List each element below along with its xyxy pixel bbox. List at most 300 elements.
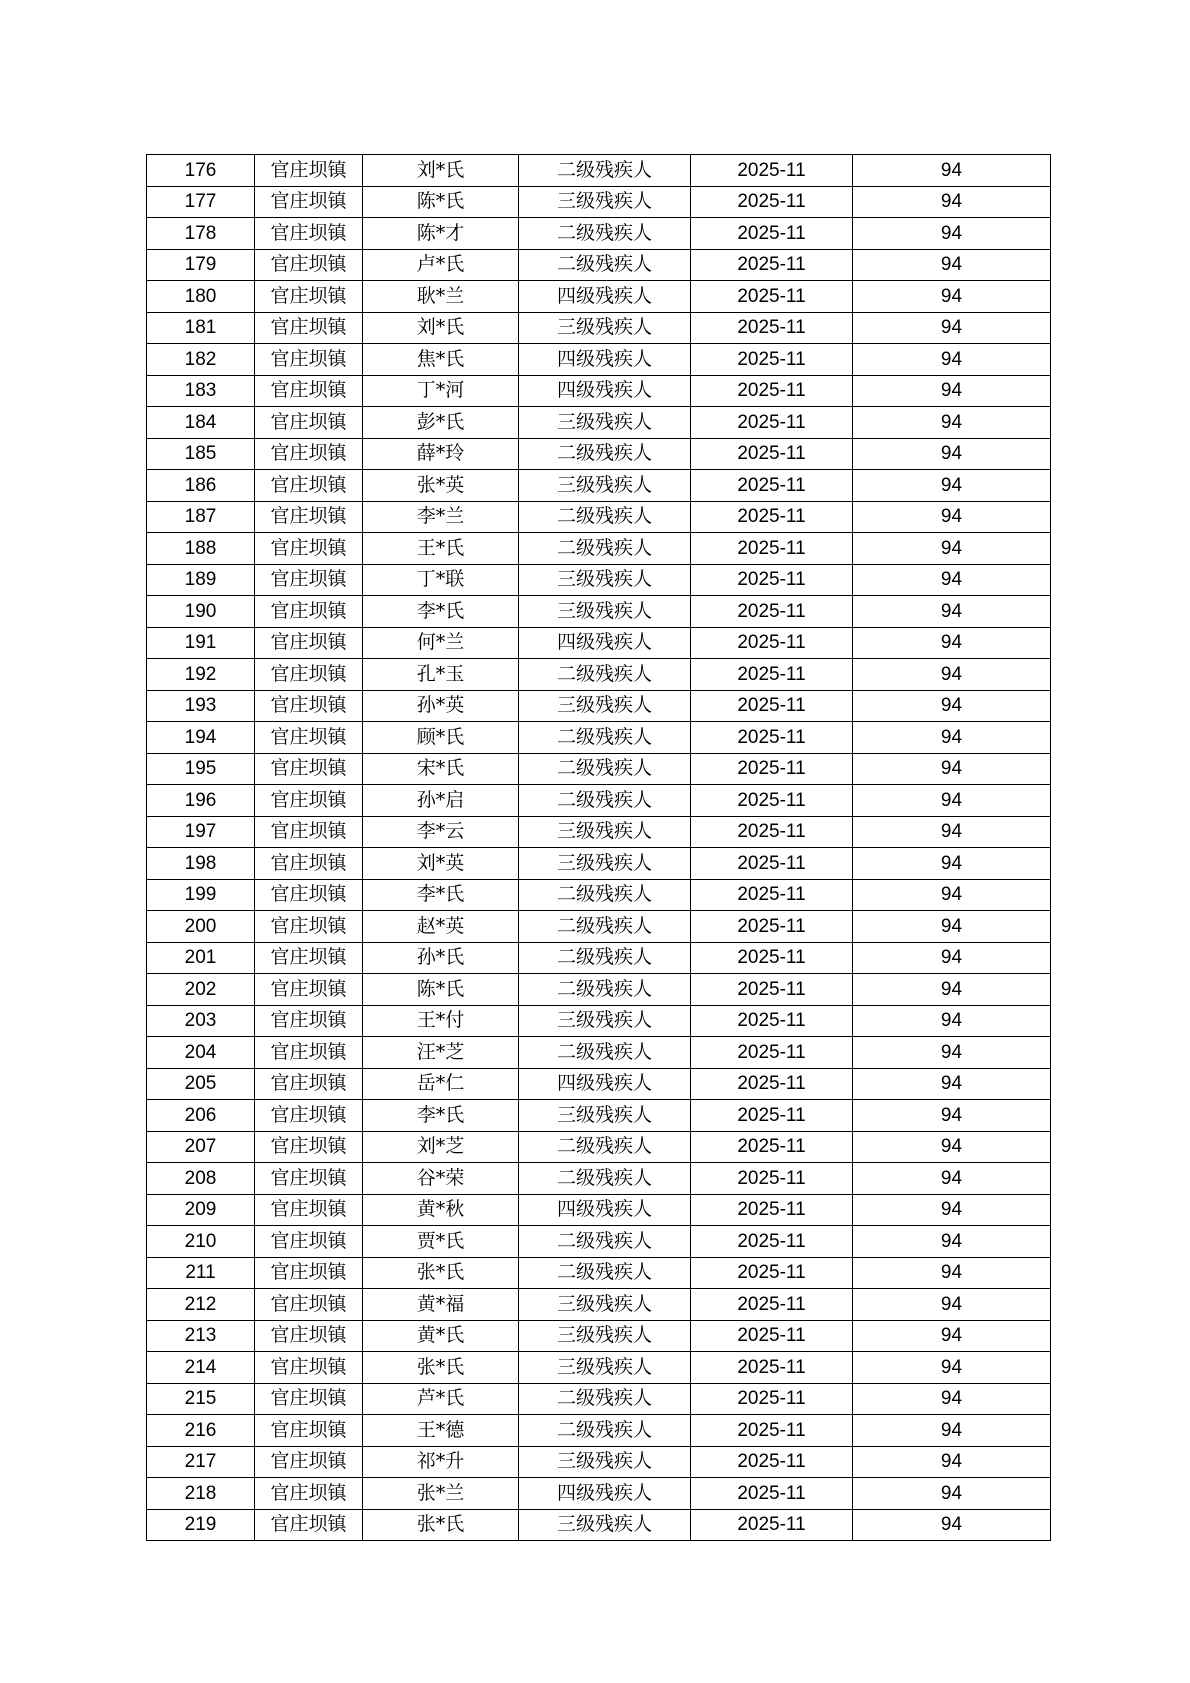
table-row (147, 659, 1051, 691)
name-cell: 张*兰 (363, 1478, 519, 1510)
index-cell: 202 (147, 974, 255, 1006)
town-cell: 官庄坝镇 (255, 1446, 363, 1478)
amount-cell: 94 (853, 1226, 1051, 1258)
amount-cell: 94 (853, 281, 1051, 313)
index-cell: 215 (147, 1383, 255, 1415)
index-cell: 189 (147, 564, 255, 596)
disability-level-cell: 二级残疾人 (519, 533, 691, 565)
month-cell: 2025-11 (691, 155, 853, 187)
disability-level-cell: 四级残疾人 (519, 1068, 691, 1100)
table-row (147, 1068, 1051, 1100)
index-cell: 209 (147, 1194, 255, 1226)
name-cell: 张*氏 (363, 1352, 519, 1384)
name-cell: 耿*兰 (363, 281, 519, 313)
amount-cell: 94 (853, 1257, 1051, 1289)
disability-level-cell: 二级残疾人 (519, 501, 691, 533)
name-cell: 王*德 (363, 1415, 519, 1447)
amount-cell: 94 (853, 1100, 1051, 1132)
month-cell: 2025-11 (691, 470, 853, 502)
disability-level-cell: 三级残疾人 (519, 186, 691, 218)
table-row (147, 1509, 1051, 1541)
month-cell: 2025-11 (691, 312, 853, 344)
month-cell: 2025-11 (691, 1289, 853, 1321)
amount-cell: 94 (853, 816, 1051, 848)
amount-cell: 94 (853, 974, 1051, 1006)
amount-cell: 94 (853, 1320, 1051, 1352)
disability-level-cell: 二级残疾人 (519, 1131, 691, 1163)
town-cell: 官庄坝镇 (255, 1257, 363, 1289)
name-cell: 芦*氏 (363, 1383, 519, 1415)
amount-cell: 94 (853, 344, 1051, 376)
name-cell: 张*英 (363, 470, 519, 502)
amount-cell: 94 (853, 1131, 1051, 1163)
index-cell: 182 (147, 344, 255, 376)
disability-level-cell: 三级残疾人 (519, 470, 691, 502)
index-cell: 185 (147, 438, 255, 470)
name-cell: 张*氏 (363, 1509, 519, 1541)
amount-cell: 94 (853, 438, 1051, 470)
index-cell: 190 (147, 596, 255, 628)
table-row (147, 312, 1051, 344)
amount-cell: 94 (853, 249, 1051, 281)
disability-level-cell: 三级残疾人 (519, 312, 691, 344)
index-cell: 219 (147, 1509, 255, 1541)
name-cell: 丁*河 (363, 375, 519, 407)
index-cell: 196 (147, 785, 255, 817)
amount-cell: 94 (853, 659, 1051, 691)
table-row (147, 1037, 1051, 1069)
town-cell: 官庄坝镇 (255, 281, 363, 313)
amount-cell: 94 (853, 1415, 1051, 1447)
town-cell: 官庄坝镇 (255, 879, 363, 911)
table-row (147, 375, 1051, 407)
month-cell: 2025-11 (691, 1068, 853, 1100)
town-cell: 官庄坝镇 (255, 1037, 363, 1069)
town-cell: 官庄坝镇 (255, 596, 363, 628)
name-cell: 焦*氏 (363, 344, 519, 376)
disability-level-cell: 二级残疾人 (519, 911, 691, 943)
index-cell: 191 (147, 627, 255, 659)
town-cell: 官庄坝镇 (255, 911, 363, 943)
month-cell: 2025-11 (691, 407, 853, 439)
index-cell: 192 (147, 659, 255, 691)
town-cell: 官庄坝镇 (255, 1509, 363, 1541)
name-cell: 黄*秋 (363, 1194, 519, 1226)
disability-level-cell: 三级残疾人 (519, 596, 691, 628)
amount-cell: 94 (853, 1005, 1051, 1037)
table-row (147, 501, 1051, 533)
town-cell: 官庄坝镇 (255, 974, 363, 1006)
name-cell: 王*付 (363, 1005, 519, 1037)
table-row (147, 249, 1051, 281)
town-cell: 官庄坝镇 (255, 1352, 363, 1384)
name-cell: 孙*英 (363, 690, 519, 722)
index-cell: 198 (147, 848, 255, 880)
town-cell: 官庄坝镇 (255, 1415, 363, 1447)
month-cell: 2025-11 (691, 1100, 853, 1132)
disability-level-cell: 二级残疾人 (519, 753, 691, 785)
table-row (147, 911, 1051, 943)
table-row (147, 281, 1051, 313)
disability-level-cell: 三级残疾人 (519, 1100, 691, 1132)
index-cell: 183 (147, 375, 255, 407)
amount-cell: 94 (853, 753, 1051, 785)
month-cell: 2025-11 (691, 974, 853, 1006)
table-row (147, 848, 1051, 880)
name-cell: 薛*玲 (363, 438, 519, 470)
town-cell: 官庄坝镇 (255, 438, 363, 470)
month-cell: 2025-11 (691, 218, 853, 250)
amount-cell: 94 (853, 1446, 1051, 1478)
town-cell: 官庄坝镇 (255, 1100, 363, 1132)
name-cell: 李*氏 (363, 1100, 519, 1132)
amount-cell: 94 (853, 1068, 1051, 1100)
disability-level-cell: 二级残疾人 (519, 438, 691, 470)
town-cell: 官庄坝镇 (255, 848, 363, 880)
table-row (147, 155, 1051, 187)
amount-cell: 94 (853, 375, 1051, 407)
name-cell: 刘*英 (363, 848, 519, 880)
disability-level-cell: 二级残疾人 (519, 785, 691, 817)
month-cell: 2025-11 (691, 1320, 853, 1352)
table-row (147, 753, 1051, 785)
month-cell: 2025-11 (691, 281, 853, 313)
index-cell: 177 (147, 186, 255, 218)
table-row (147, 344, 1051, 376)
town-cell: 官庄坝镇 (255, 785, 363, 817)
disability-level-cell: 三级残疾人 (519, 407, 691, 439)
table-body (147, 155, 1051, 1541)
disability-level-cell: 四级残疾人 (519, 375, 691, 407)
table-row (147, 627, 1051, 659)
disability-level-cell: 三级残疾人 (519, 1446, 691, 1478)
disability-level-cell: 三级残疾人 (519, 816, 691, 848)
amount-cell: 94 (853, 407, 1051, 439)
name-cell: 孙*启 (363, 785, 519, 817)
month-cell: 2025-11 (691, 249, 853, 281)
disability-level-cell: 三级残疾人 (519, 1509, 691, 1541)
amount-cell: 94 (853, 218, 1051, 250)
amount-cell: 94 (853, 911, 1051, 943)
table-row (147, 974, 1051, 1006)
month-cell: 2025-11 (691, 848, 853, 880)
name-cell: 祁*升 (363, 1446, 519, 1478)
table-row (147, 1446, 1051, 1478)
table-row (147, 1100, 1051, 1132)
table-row (147, 690, 1051, 722)
index-cell: 213 (147, 1320, 255, 1352)
name-cell: 卢*氏 (363, 249, 519, 281)
month-cell: 2025-11 (691, 501, 853, 533)
month-cell: 2025-11 (691, 627, 853, 659)
name-cell: 刘*芝 (363, 1131, 519, 1163)
index-cell: 186 (147, 470, 255, 502)
disability-level-cell: 二级残疾人 (519, 1163, 691, 1195)
town-cell: 官庄坝镇 (255, 155, 363, 187)
town-cell: 官庄坝镇 (255, 564, 363, 596)
disability-level-cell: 二级残疾人 (519, 249, 691, 281)
amount-cell: 94 (853, 879, 1051, 911)
disability-level-cell: 四级残疾人 (519, 1194, 691, 1226)
index-cell: 214 (147, 1352, 255, 1384)
amount-cell: 94 (853, 533, 1051, 565)
town-cell: 官庄坝镇 (255, 1131, 363, 1163)
town-cell: 官庄坝镇 (255, 627, 363, 659)
town-cell: 官庄坝镇 (255, 1478, 363, 1510)
name-cell: 彭*氏 (363, 407, 519, 439)
town-cell: 官庄坝镇 (255, 533, 363, 565)
disability-level-cell: 二级残疾人 (519, 879, 691, 911)
name-cell: 孙*氏 (363, 942, 519, 974)
town-cell: 官庄坝镇 (255, 753, 363, 785)
month-cell: 2025-11 (691, 659, 853, 691)
name-cell: 李*氏 (363, 596, 519, 628)
month-cell: 2025-11 (691, 690, 853, 722)
index-cell: 176 (147, 155, 255, 187)
town-cell: 官庄坝镇 (255, 501, 363, 533)
table-row (147, 1478, 1051, 1510)
month-cell: 2025-11 (691, 1163, 853, 1195)
month-cell: 2025-11 (691, 879, 853, 911)
index-cell: 187 (147, 501, 255, 533)
town-cell: 官庄坝镇 (255, 816, 363, 848)
month-cell: 2025-11 (691, 1257, 853, 1289)
amount-cell: 94 (853, 312, 1051, 344)
name-cell: 孔*玉 (363, 659, 519, 691)
name-cell: 赵*英 (363, 911, 519, 943)
amount-cell: 94 (853, 942, 1051, 974)
disability-level-cell: 三级残疾人 (519, 690, 691, 722)
index-cell: 207 (147, 1131, 255, 1163)
index-cell: 203 (147, 1005, 255, 1037)
index-cell: 181 (147, 312, 255, 344)
month-cell: 2025-11 (691, 911, 853, 943)
month-cell: 2025-11 (691, 722, 853, 754)
month-cell: 2025-11 (691, 596, 853, 628)
disability-level-cell: 二级残疾人 (519, 722, 691, 754)
table-row (147, 879, 1051, 911)
name-cell: 黄*福 (363, 1289, 519, 1321)
index-cell: 188 (147, 533, 255, 565)
name-cell: 李*兰 (363, 501, 519, 533)
disability-level-cell: 三级残疾人 (519, 564, 691, 596)
table-row (147, 1289, 1051, 1321)
name-cell: 王*氏 (363, 533, 519, 565)
town-cell: 官庄坝镇 (255, 1005, 363, 1037)
table-row (147, 1194, 1051, 1226)
table-row (147, 470, 1051, 502)
disability-level-cell: 二级残疾人 (519, 1257, 691, 1289)
amount-cell: 94 (853, 470, 1051, 502)
name-cell: 陈*才 (363, 218, 519, 250)
amount-cell: 94 (853, 501, 1051, 533)
name-cell: 宋*氏 (363, 753, 519, 785)
town-cell: 官庄坝镇 (255, 1320, 363, 1352)
table-row (147, 942, 1051, 974)
month-cell: 2025-11 (691, 564, 853, 596)
index-cell: 193 (147, 690, 255, 722)
month-cell: 2025-11 (691, 1131, 853, 1163)
amount-cell: 94 (853, 564, 1051, 596)
name-cell: 李*氏 (363, 879, 519, 911)
index-cell: 216 (147, 1415, 255, 1447)
disability-level-cell: 三级残疾人 (519, 1289, 691, 1321)
index-cell: 201 (147, 942, 255, 974)
month-cell: 2025-11 (691, 942, 853, 974)
month-cell: 2025-11 (691, 438, 853, 470)
index-cell: 179 (147, 249, 255, 281)
disability-level-cell: 二级残疾人 (519, 1037, 691, 1069)
name-cell: 刘*氏 (363, 312, 519, 344)
disability-level-cell: 三级残疾人 (519, 1352, 691, 1384)
name-cell: 丁*联 (363, 564, 519, 596)
month-cell: 2025-11 (691, 1005, 853, 1037)
town-cell: 官庄坝镇 (255, 942, 363, 974)
town-cell: 官庄坝镇 (255, 407, 363, 439)
amount-cell: 94 (853, 848, 1051, 880)
table-row (147, 186, 1051, 218)
index-cell: 194 (147, 722, 255, 754)
table-row (147, 1257, 1051, 1289)
name-cell: 李*云 (363, 816, 519, 848)
table-row (147, 218, 1051, 250)
town-cell: 官庄坝镇 (255, 344, 363, 376)
month-cell: 2025-11 (691, 186, 853, 218)
month-cell: 2025-11 (691, 1478, 853, 1510)
disability-level-cell: 四级残疾人 (519, 1478, 691, 1510)
disability-level-cell: 二级残疾人 (519, 155, 691, 187)
name-cell: 陈*氏 (363, 186, 519, 218)
disability-level-cell: 二级残疾人 (519, 974, 691, 1006)
amount-cell: 94 (853, 785, 1051, 817)
town-cell: 官庄坝镇 (255, 218, 363, 250)
month-cell: 2025-11 (691, 816, 853, 848)
table-row (147, 1226, 1051, 1258)
index-cell: 180 (147, 281, 255, 313)
amount-cell: 94 (853, 1289, 1051, 1321)
table-row (147, 1320, 1051, 1352)
amount-cell: 94 (853, 722, 1051, 754)
amount-cell: 94 (853, 1037, 1051, 1069)
amount-cell: 94 (853, 1163, 1051, 1195)
amount-cell: 94 (853, 1383, 1051, 1415)
disability-level-cell: 三级残疾人 (519, 1005, 691, 1037)
table-row (147, 596, 1051, 628)
table-row (147, 407, 1051, 439)
name-cell: 贾*氏 (363, 1226, 519, 1258)
town-cell: 官庄坝镇 (255, 1289, 363, 1321)
town-cell: 官庄坝镇 (255, 1068, 363, 1100)
month-cell: 2025-11 (691, 753, 853, 785)
town-cell: 官庄坝镇 (255, 1163, 363, 1195)
town-cell: 官庄坝镇 (255, 375, 363, 407)
town-cell: 官庄坝镇 (255, 690, 363, 722)
name-cell: 何*兰 (363, 627, 519, 659)
disability-level-cell: 二级残疾人 (519, 659, 691, 691)
town-cell: 官庄坝镇 (255, 1194, 363, 1226)
disability-level-cell: 三级残疾人 (519, 1320, 691, 1352)
amount-cell: 94 (853, 690, 1051, 722)
amount-cell: 94 (853, 155, 1051, 187)
month-cell: 2025-11 (691, 1383, 853, 1415)
disability-level-cell: 二级残疾人 (519, 1415, 691, 1447)
month-cell: 2025-11 (691, 375, 853, 407)
month-cell: 2025-11 (691, 1415, 853, 1447)
disability-level-cell: 二级残疾人 (519, 1383, 691, 1415)
index-cell: 218 (147, 1478, 255, 1510)
amount-cell: 94 (853, 1352, 1051, 1384)
month-cell: 2025-11 (691, 344, 853, 376)
table-row (147, 564, 1051, 596)
town-cell: 官庄坝镇 (255, 249, 363, 281)
index-cell: 200 (147, 911, 255, 943)
town-cell: 官庄坝镇 (255, 312, 363, 344)
amount-cell: 94 (853, 186, 1051, 218)
month-cell: 2025-11 (691, 1194, 853, 1226)
index-cell: 205 (147, 1068, 255, 1100)
index-cell: 217 (147, 1446, 255, 1478)
disability-level-cell: 二级残疾人 (519, 1226, 691, 1258)
table-row (147, 816, 1051, 848)
index-cell: 178 (147, 218, 255, 250)
amount-cell: 94 (853, 627, 1051, 659)
index-cell: 204 (147, 1037, 255, 1069)
table-row (147, 1005, 1051, 1037)
month-cell: 2025-11 (691, 1226, 853, 1258)
index-cell: 210 (147, 1226, 255, 1258)
name-cell: 张*氏 (363, 1257, 519, 1289)
month-cell: 2025-11 (691, 1509, 853, 1541)
disability-level-cell: 二级残疾人 (519, 218, 691, 250)
amount-cell: 94 (853, 1194, 1051, 1226)
town-cell: 官庄坝镇 (255, 470, 363, 502)
month-cell: 2025-11 (691, 1352, 853, 1384)
name-cell: 黄*氏 (363, 1320, 519, 1352)
town-cell: 官庄坝镇 (255, 722, 363, 754)
amount-cell: 94 (853, 1478, 1051, 1510)
index-cell: 195 (147, 753, 255, 785)
index-cell: 184 (147, 407, 255, 439)
town-cell: 官庄坝镇 (255, 1383, 363, 1415)
name-cell: 谷*荣 (363, 1163, 519, 1195)
table-row (147, 533, 1051, 565)
index-cell: 206 (147, 1100, 255, 1132)
month-cell: 2025-11 (691, 1037, 853, 1069)
table-row (147, 1352, 1051, 1384)
name-cell: 刘*氏 (363, 155, 519, 187)
name-cell: 汪*芝 (363, 1037, 519, 1069)
index-cell: 211 (147, 1257, 255, 1289)
index-cell: 212 (147, 1289, 255, 1321)
amount-cell: 94 (853, 596, 1051, 628)
month-cell: 2025-11 (691, 785, 853, 817)
amount-cell: 94 (853, 1509, 1051, 1541)
month-cell: 2025-11 (691, 1446, 853, 1478)
town-cell: 官庄坝镇 (255, 659, 363, 691)
disability-subsidy-table (146, 154, 1051, 1541)
index-cell: 197 (147, 816, 255, 848)
table-row (147, 785, 1051, 817)
disability-level-cell: 二级残疾人 (519, 942, 691, 974)
name-cell: 顾*氏 (363, 722, 519, 754)
index-cell: 199 (147, 879, 255, 911)
table-row (147, 1131, 1051, 1163)
index-cell: 208 (147, 1163, 255, 1195)
month-cell: 2025-11 (691, 533, 853, 565)
disability-level-cell: 四级残疾人 (519, 281, 691, 313)
table-row (147, 1163, 1051, 1195)
table-row (147, 1383, 1051, 1415)
